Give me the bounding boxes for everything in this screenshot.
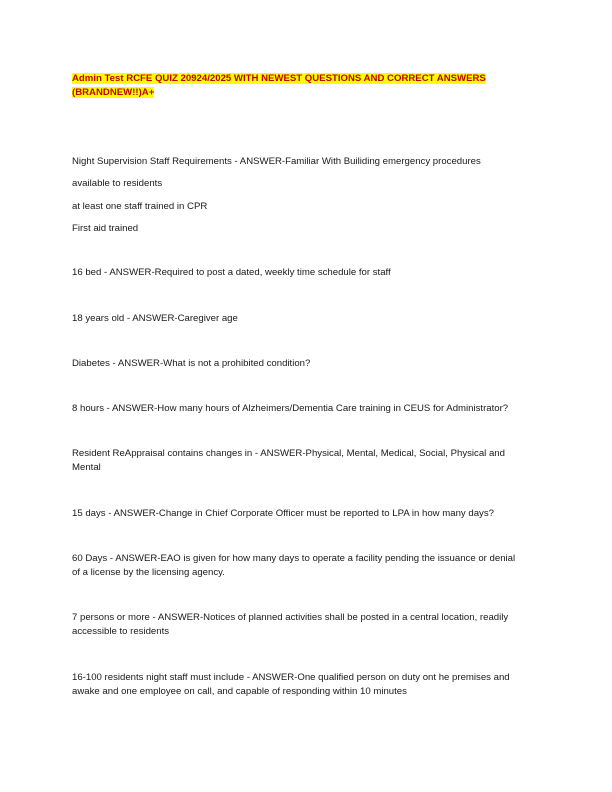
qa-line: First aid trained [72, 223, 139, 234]
qa-line: Mental [72, 462, 101, 473]
qa-line: 60 Days - ANSWER-EAO is given for how many days to operate a facility pending the issuance or denial [72, 553, 516, 564]
qa-line: Night Supervision Staff Requirements - ANSWER-Familiar With Builiding emergency procedures [72, 156, 481, 167]
title-line-1: Admin Test RCFE QUIZ 20924/2025 WITH NEWEST QUESTIONS AND CORRECT ANSWERS [72, 73, 486, 84]
title-line-2: (BRANDNEW!!)A+ [72, 87, 155, 98]
qa-line: 15 days - ANSWER-Change in Chief Corporate Officer must be reported to LPA in how many days? [72, 508, 494, 519]
qa-line: 7 persons or more - ANSWER-Notices of planned activities shall be posted in a central location, readily [72, 612, 509, 623]
qa-line: accessible to residents [72, 626, 170, 637]
qa-line: available to residents [72, 178, 163, 189]
qa-line: 16-100 residents night staff must include - ANSWER-One qualified person on duty ont he premises and [72, 672, 510, 683]
qa-line: of a license by the licensing agency. [72, 567, 225, 578]
qa-line: at least one staff trained in CPR [72, 201, 208, 212]
qa-line: awake and one employee on call, and capable of responding within 10 minutes [72, 686, 407, 697]
qa-line: 16 bed - ANSWER-Required to post a dated, weekly time schedule for staff [72, 267, 391, 278]
document-title [72, 72, 542, 100]
qa-line: 8 hours - ANSWER-How many hours of Alzheimers/Dementia Care training in CEUS for Administrator? [72, 403, 509, 414]
qa-line: Diabetes - ANSWER-What is not a prohibited condition? [72, 358, 311, 369]
qa-line: Resident ReAppraisal contains changes in - ANSWER-Physical, Mental, Medical, Social, Physical and [72, 448, 505, 459]
qa-line: 18 years old - ANSWER-Caregiver age [72, 313, 238, 324]
